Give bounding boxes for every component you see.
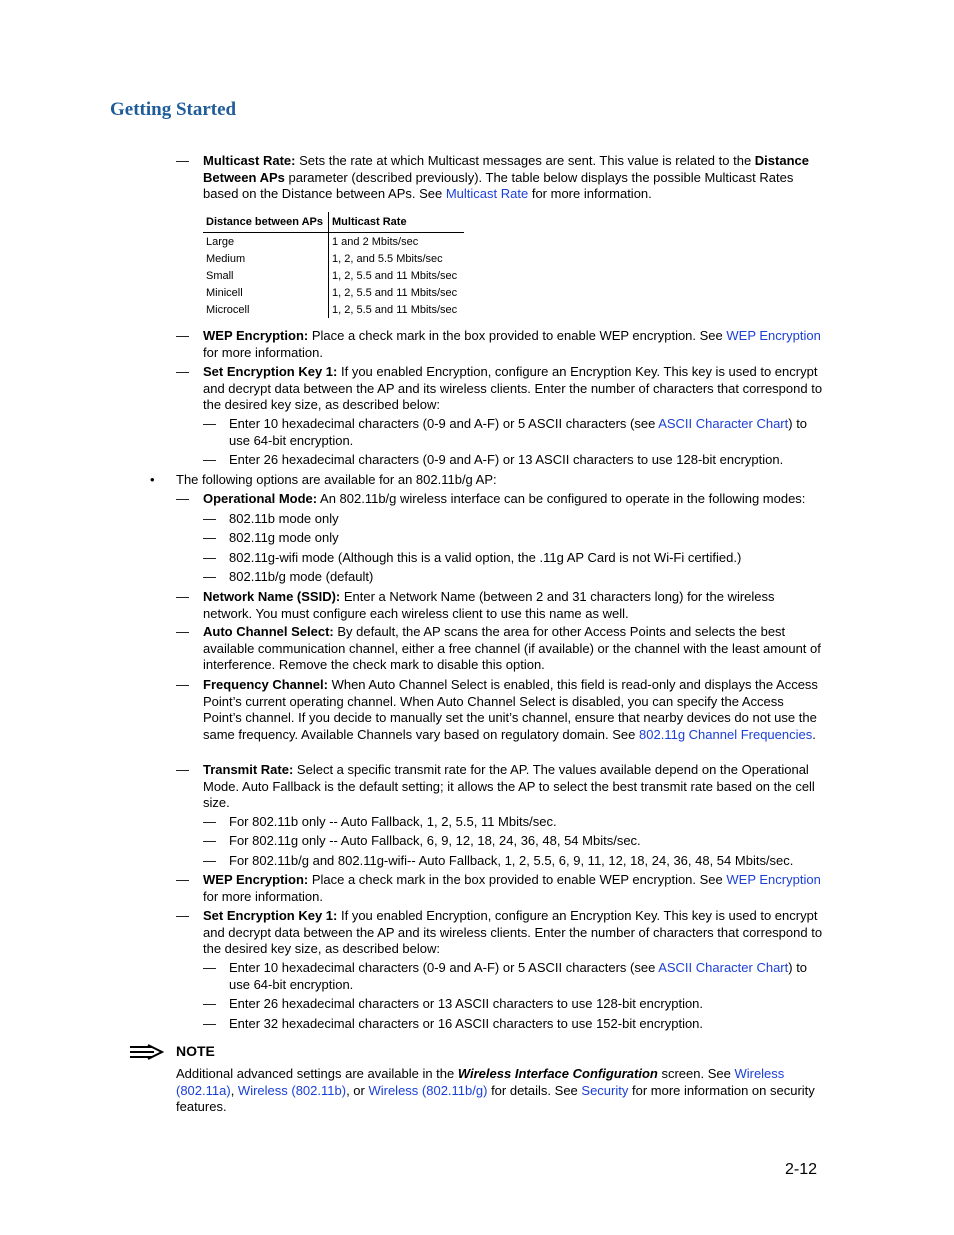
wep-encryption-link[interactable]: WEP Encryption — [726, 328, 821, 343]
text: When Auto Channel Select is enabled, this field is read-only and displays the Access Point’s current operating channel. When Auto Channel Select is disabled, you can specify the Access Point’s channel. If you decide to manually set the unit’s channel, ensure that nearby devices do not use the same frequency. Available Channels vary based on regulatory domain. See — [203, 677, 818, 742]
table-cell: Medium — [203, 250, 329, 267]
dash: — — [176, 872, 189, 887]
note-text — [176, 1066, 823, 1116]
text: Enter 10 hexadecimal characters (0-9 and A-F) or 5 ASCII characters (see — [229, 416, 659, 431]
text: , — [230, 1082, 238, 1098]
rate-item: For 802.11g only -- Auto Fallback, 6, 9, 12, 18, 24, 36, 48, 54 Mbits/sec. — [229, 833, 641, 848]
wep-label: WEP Encryption: — [203, 872, 309, 887]
dash: — — [176, 677, 189, 692]
multicast-rate-table — [203, 212, 464, 318]
security-link[interactable]: Security — [581, 1082, 629, 1098]
note-icon — [128, 1043, 164, 1061]
bold-italic-text: Wireless Interface Configuration — [457, 1066, 658, 1081]
column-header: Multicast Rate — [329, 212, 465, 233]
text: Select a specific transmit rate for the AP. The values available depend on the Operational Mode. Auto Fallback is the default setting; it allows the AP to select the best transmit rate based on the cell size. — [203, 762, 815, 810]
dash: — — [176, 762, 189, 777]
text: Place a check mark in the box provided to enable WEP encryption. See — [308, 328, 727, 343]
text: If you enabled Encryption, configure an Encryption Key. This key is used to encrypt and decrypt data between the AP and its wireless clients. Enter the number of characters that correspond to the desired key size, as described below: — [203, 908, 823, 956]
text: for more information. — [203, 344, 323, 360]
table-cell: Large — [203, 233, 329, 251]
text: Place a check mark in the box provided to enable WEP encryption. See — [308, 872, 727, 887]
dash: — — [203, 833, 216, 848]
encryption-key-paragraph — [203, 908, 823, 958]
dash: — — [203, 416, 216, 431]
freq-label: Frequency Channel: — [203, 677, 328, 692]
table-row — [203, 233, 464, 251]
mode-item: 802.11b mode only — [229, 511, 339, 526]
rate-item: For 802.11b/g and 802.11g-wifi-- Auto Fallback, 1, 2, 5.5, 6, 9, 11, 12, 18, 24, 36, 48, 54 Mbits/sec. — [229, 853, 794, 868]
dash: — — [203, 550, 216, 565]
text: If you enabled Encryption, configure an Encryption Key. This key is used to encrypt and decrypt data between the AP and its wireless clients. Enter the number of characters that correspond to the desired key size, as described below: — [203, 364, 823, 412]
text: ) to use 64-bit encryption. — [229, 960, 808, 992]
autoch-label: Auto Channel Select: — [203, 624, 334, 639]
dash: — — [176, 908, 189, 923]
channel-frequencies-link[interactable]: 802.11g Channel Frequencies — [639, 726, 813, 742]
table-cell: Microcell — [203, 301, 329, 318]
ascii-chart-link[interactable]: ASCII Character Chart — [658, 416, 789, 431]
table-cell: Small — [203, 267, 329, 284]
dash: — — [176, 364, 189, 379]
wep-label: WEP Encryption: — [203, 328, 309, 343]
mode-item: 802.11g-wifi mode (Although this is a valid option, the .11g AP Card is not Wi-Fi certified.) — [229, 550, 742, 565]
wireless-80211b-link[interactable]: Wireless (802.11b) — [237, 1082, 347, 1098]
operational-mode-paragraph — [203, 491, 823, 508]
wep-encryption-link[interactable]: WEP Encryption — [726, 872, 821, 887]
wireless-80211a-link[interactable]: Wireless (802.11a) — [176, 1066, 785, 1098]
wireless-80211bg-link[interactable]: Wireless (802.11b/g) — [368, 1082, 488, 1098]
table-cell: 1, 2, 5.5 and 11 Mbits/sec — [332, 303, 458, 316]
text: for details. See — [487, 1082, 582, 1098]
page-title: Getting Started — [110, 99, 237, 120]
encryption-key-paragraph — [203, 364, 823, 414]
dash: — — [203, 853, 216, 868]
text: An 802.11b/g wireless interface can be configured to operate in the following modes: — [317, 491, 806, 506]
text: , or — [346, 1082, 369, 1098]
text: ) to use 64-bit encryption. — [229, 416, 808, 448]
table-row — [203, 267, 464, 284]
key-label: Set Encryption Key 1: — [203, 364, 338, 379]
text: Sets the rate at which Multicast messages are sent. This value is related to the — [295, 153, 755, 168]
ascii-chart-link[interactable]: ASCII Character Chart — [658, 960, 789, 975]
multicast-label: Multicast Rate: — [203, 153, 296, 168]
text: for more information. — [203, 888, 323, 904]
dash: — — [203, 814, 216, 829]
transmit-rate-paragraph — [203, 762, 823, 812]
text: Enter a Network Name (between 2 and 31 characters long) for the wireless network. You must configure each wireless client to use this name as well. — [203, 589, 775, 621]
wep-encryption-paragraph — [203, 328, 823, 361]
dash: — — [203, 530, 216, 545]
text: . — [812, 726, 816, 742]
mode-item: 802.11b/g mode (default) — [229, 569, 374, 584]
key-option-152bit: Enter 32 hexadecimal characters or 16 ASCII characters to use 152-bit encryption. — [229, 1016, 704, 1031]
table-row — [203, 301, 464, 318]
text: for more information on security features. — [176, 1082, 815, 1114]
note-label: NOTE — [176, 1043, 215, 1059]
auto-channel-paragraph — [203, 624, 823, 674]
table-cell: 1, 2, 5.5 and 11 Mbits/sec — [332, 286, 458, 299]
key-option-64bit — [229, 416, 823, 449]
text: Additional advanced settings are available in the — [176, 1066, 458, 1081]
ssid-label: Network Name (SSID): — [203, 589, 341, 604]
opmode-label: Operational Mode: — [203, 491, 318, 506]
dash: — — [203, 511, 216, 526]
key-option-64bit — [229, 960, 823, 993]
dash: — — [203, 452, 216, 467]
bullet: • — [150, 472, 155, 487]
dash: — — [176, 491, 189, 506]
dash: — — [176, 328, 189, 343]
bold-text: Distance Between APs — [203, 153, 809, 185]
table-cell: 1, 2, 5.5 and 11 Mbits/sec — [332, 269, 458, 282]
table-cell: 1, 2, and 5.5 Mbits/sec — [332, 252, 443, 265]
rate-item: For 802.11b only -- Auto Fallback, 1, 2, 5.5, 11 Mbits/sec. — [229, 814, 557, 829]
table-cell: Minicell — [203, 284, 329, 301]
table-cell: 1 and 2 Mbits/sec — [332, 235, 419, 248]
multicast-paragraph — [203, 153, 823, 203]
wep-encryption-paragraph — [203, 872, 823, 905]
txrate-label: Transmit Rate: — [203, 762, 294, 777]
table-row — [203, 250, 464, 267]
text: By default, the AP scans the area for other Access Points and selects the best available communication channel, either a free channel (if available) or the channel with the least amount of interference. Remove the check mark to disable this option. — [203, 624, 821, 672]
bgap-intro: The following options are available for an 802.11b/g AP: — [176, 472, 497, 487]
text: Enter 10 hexadecimal characters (0-9 and A-F) or 5 ASCII characters (see — [229, 960, 659, 975]
multicast-rate-link[interactable]: Multicast Rate — [445, 186, 529, 201]
page-number: 2-12 — [785, 1161, 818, 1178]
key-label: Set Encryption Key 1: — [203, 908, 338, 923]
table-header-row — [203, 212, 464, 233]
dash: — — [203, 960, 216, 975]
frequency-channel-paragraph — [203, 677, 823, 743]
dash: — — [203, 569, 216, 584]
dash: — — [176, 624, 189, 639]
mode-item: 802.11g mode only — [229, 530, 339, 545]
dash: — — [203, 1016, 216, 1031]
dash: — — [176, 153, 189, 168]
key-option-128bit: Enter 26 hexadecimal characters (0-9 and A-F) or 13 ASCII characters to use 128-bit encryption. — [229, 452, 784, 467]
text: for more information. — [528, 186, 652, 201]
dash: — — [176, 589, 189, 604]
table-row — [203, 284, 464, 301]
key-option-128bit: Enter 26 hexadecimal characters or 13 ASCII characters to use 128-bit encryption. — [229, 996, 704, 1011]
column-header: Distance between APs — [203, 212, 329, 233]
network-name-paragraph — [203, 589, 823, 622]
text: screen. See — [657, 1066, 735, 1081]
text: parameter (described previously). The table below displays the possible Multicast Rates based on the Distance between APs. See — [203, 169, 794, 201]
dash: — — [203, 996, 216, 1011]
